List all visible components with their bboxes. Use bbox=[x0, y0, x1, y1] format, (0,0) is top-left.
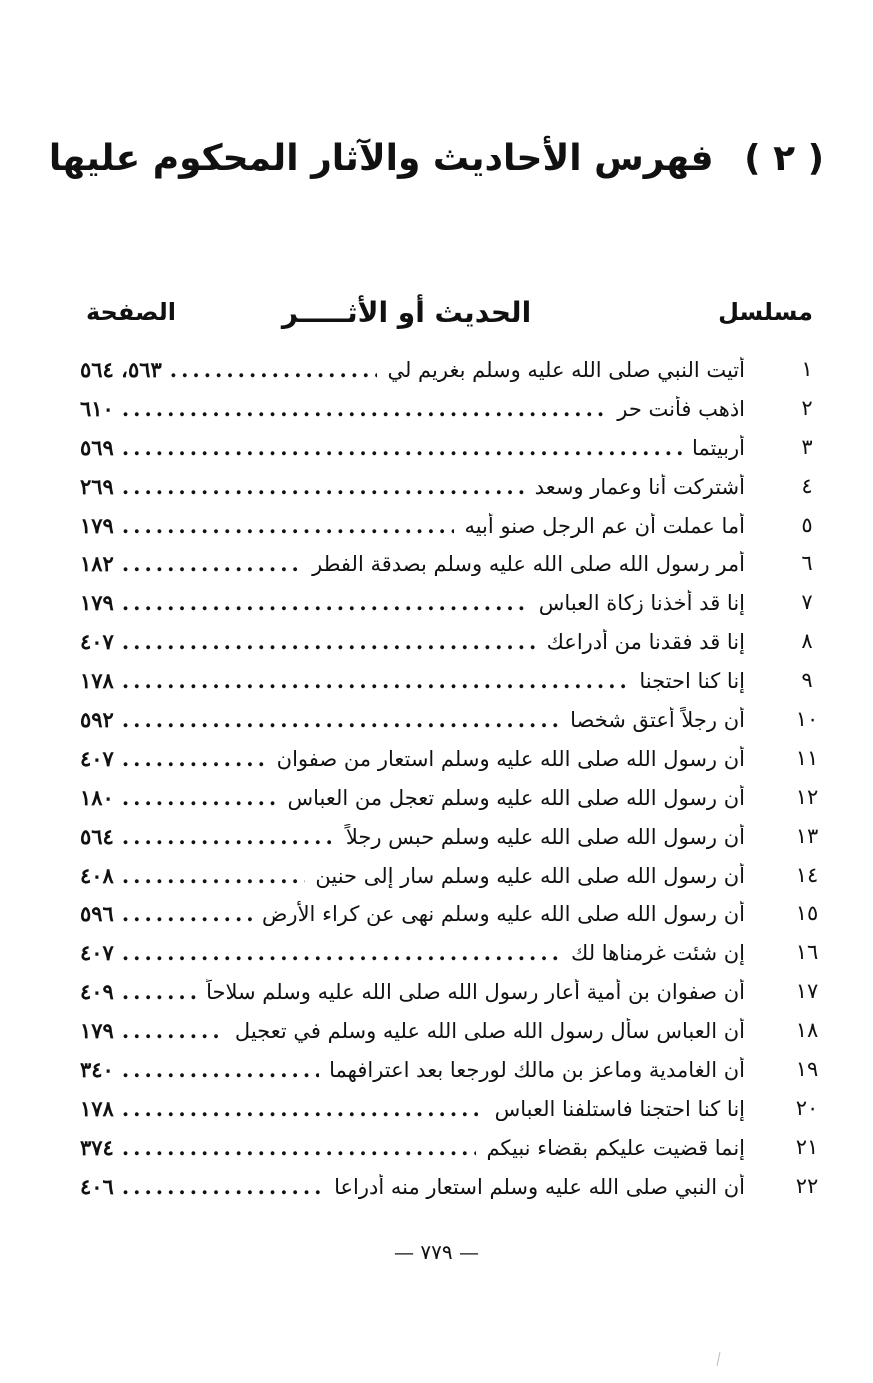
row-page-ref: ١٧٩ bbox=[80, 512, 114, 538]
table-row bbox=[0, 742, 873, 781]
table-row bbox=[0, 664, 873, 703]
dot-leader bbox=[122, 940, 561, 965]
row-hadith-text: أن العباس سأل رسول الله صلى الله عليه وسلم في تعجيل bbox=[234, 1019, 745, 1044]
row-hadith-text: أن رجلاً أعتق شخصا bbox=[570, 708, 745, 733]
pencil-mark bbox=[717, 1352, 721, 1366]
row-hadith-text: أشتركت أنا وعمار وسعد bbox=[534, 474, 745, 499]
row-page-ref: ١٨٠ bbox=[80, 784, 114, 810]
row-serial: ١٧ bbox=[795, 979, 819, 1004]
row-serial: ٨ bbox=[801, 629, 813, 654]
row-page-ref: ١٧٩ bbox=[80, 1018, 114, 1044]
row-page-ref: ٤٠٦ bbox=[80, 1173, 114, 1199]
row-serial: ١٢ bbox=[795, 784, 819, 809]
row-hadith-text: أن النبي صلى الله عليه وسلم استعار منه أدراعا bbox=[334, 1174, 745, 1199]
table-row bbox=[0, 586, 873, 625]
row-serial: ١٠ bbox=[795, 707, 819, 732]
dot-leader bbox=[122, 707, 560, 732]
row-page-ref: ١٨٢ bbox=[80, 551, 114, 577]
dot-leader bbox=[122, 1135, 477, 1160]
dot-leader bbox=[122, 396, 607, 421]
row-serial: ١٨ bbox=[795, 1018, 819, 1043]
row-hadith-text: أربيتما bbox=[691, 435, 745, 460]
table-row bbox=[0, 392, 873, 431]
table-row bbox=[0, 703, 873, 742]
row-body bbox=[80, 590, 745, 615]
row-serial: ٧ bbox=[801, 590, 813, 615]
dot-leader bbox=[122, 551, 302, 576]
row-hadith-text: أتيت النبي صلى الله عليه وسلم بغريم لي bbox=[387, 358, 745, 382]
row-page-ref: ٤٠٧ bbox=[80, 629, 114, 655]
row-serial: ١ bbox=[801, 357, 813, 381]
row-hadith-text: أن رسول الله صلى الله عليه وسلم حبس رجلاً bbox=[345, 824, 745, 849]
dot-leader bbox=[122, 979, 196, 1004]
row-page-ref: ١٧٨ bbox=[80, 1095, 114, 1121]
row-body bbox=[80, 551, 745, 576]
row-page-ref: ٣٧٤ bbox=[80, 1134, 114, 1160]
row-serial: ٦ bbox=[801, 551, 813, 576]
row-serial: ٢٠ bbox=[795, 1095, 819, 1120]
dot-leader bbox=[122, 590, 529, 615]
row-body bbox=[80, 513, 745, 538]
row-hadith-text: إنا قد فقدنا من أدراعك bbox=[546, 630, 745, 655]
table-row bbox=[0, 1014, 873, 1053]
row-body bbox=[80, 668, 745, 693]
row-hadith-text: أن الغامدية وماعز بن مالك لورجعا بعد اعترافهما bbox=[329, 1058, 745, 1083]
row-hadith-text: أن صفوان بن أمية أعار رسول الله صلى الله عليه وسلم سلاحاً bbox=[206, 980, 745, 1005]
row-body bbox=[80, 901, 745, 926]
row-hadith-text: أن رسول الله صلى الله عليه وسلم سار إلى حنين bbox=[315, 863, 745, 888]
row-serial: ١١ bbox=[795, 745, 819, 770]
row-body bbox=[80, 1018, 745, 1043]
row-body bbox=[80, 1174, 745, 1199]
table-row bbox=[0, 1092, 873, 1131]
row-page-ref: ٣٤٠ bbox=[80, 1057, 114, 1083]
row-serial: ٢١ bbox=[795, 1134, 819, 1159]
table-row bbox=[0, 1131, 873, 1170]
row-serial: ٥ bbox=[801, 512, 813, 537]
table-row bbox=[0, 470, 873, 509]
row-page-ref: ٥٩٦ bbox=[80, 901, 114, 927]
table-row bbox=[0, 781, 873, 820]
dot-leader bbox=[122, 513, 455, 538]
row-body bbox=[80, 707, 745, 732]
title-text: فهرس الأحاديث والآثار المحكوم عليها bbox=[48, 138, 714, 179]
row-hadith-text: إنما قضيت عليكم بقضاء نبيكم bbox=[486, 1135, 745, 1160]
row-body bbox=[80, 629, 745, 654]
row-page-ref: ٤٠٧ bbox=[80, 940, 114, 966]
table-header bbox=[0, 296, 873, 346]
row-page-ref: ١٧٩ bbox=[80, 590, 114, 616]
row-body bbox=[80, 863, 745, 888]
row-page-ref: ٥٦٣، ٥٦٤ bbox=[80, 357, 162, 382]
table-row bbox=[0, 509, 873, 548]
dot-leader bbox=[122, 824, 336, 849]
dot-leader bbox=[122, 785, 278, 810]
dot-leader bbox=[170, 357, 378, 382]
row-body bbox=[80, 1057, 745, 1082]
table-row bbox=[0, 547, 873, 586]
row-body bbox=[80, 824, 745, 849]
row-hadith-text: اذهب فأنت حر bbox=[617, 396, 745, 421]
dot-leader bbox=[122, 474, 525, 499]
index-table bbox=[0, 353, 873, 1209]
table-row bbox=[0, 431, 873, 470]
table-row bbox=[0, 859, 873, 898]
row-hadith-text: أن رسول الله صلى الله عليه وسلم استعار من صفوان bbox=[276, 746, 745, 771]
row-body bbox=[80, 396, 745, 421]
dot-leader bbox=[122, 901, 252, 926]
row-serial: ١٦ bbox=[795, 940, 819, 965]
row-body bbox=[80, 940, 745, 965]
row-hadith-text: إنا كنا احتجنا فاستلفنا العباس bbox=[494, 1096, 745, 1121]
row-body bbox=[80, 357, 745, 382]
row-hadith-text: إن شئت غرمناها لك bbox=[571, 941, 745, 966]
dot-leader bbox=[122, 1018, 225, 1043]
title-number: ( ٢ ) bbox=[744, 138, 825, 179]
row-hadith-text: إنا كنا احتجنا bbox=[639, 669, 745, 694]
row-page-ref: ٥٩٢ bbox=[80, 707, 114, 733]
row-serial: ١٥ bbox=[795, 901, 819, 926]
table-row bbox=[0, 897, 873, 936]
page-title bbox=[0, 138, 873, 179]
dot-leader bbox=[122, 863, 306, 888]
dot-leader bbox=[122, 1174, 324, 1199]
dot-leader bbox=[122, 1096, 485, 1121]
table-row bbox=[0, 353, 873, 392]
table-row bbox=[0, 820, 873, 859]
dot-leader bbox=[122, 1057, 319, 1082]
row-serial: ٤ bbox=[801, 473, 813, 498]
row-serial: ٢ bbox=[801, 395, 813, 420]
row-page-ref: ١٧٨ bbox=[80, 668, 114, 694]
row-page-ref: ٥٦٩ bbox=[80, 434, 114, 460]
table-row bbox=[0, 936, 873, 975]
row-hadith-text: أن رسول الله صلى الله عليه وسلم نهى عن كراء الأرض bbox=[262, 902, 745, 927]
row-body bbox=[80, 435, 745, 460]
row-serial: ١٤ bbox=[795, 862, 819, 887]
dot-leader bbox=[122, 435, 682, 460]
row-serial: ١٣ bbox=[795, 823, 819, 848]
page-number: — ٧٧٩ — bbox=[394, 1240, 479, 1264]
row-hadith-text: إنا قد أخذنا زكاة العباس bbox=[538, 591, 745, 616]
header-text: الحديث أو الأثـــــر bbox=[281, 296, 532, 329]
row-serial: ٢٢ bbox=[795, 1173, 819, 1198]
row-body bbox=[80, 979, 745, 1004]
row-body bbox=[80, 785, 745, 810]
row-body bbox=[80, 474, 745, 499]
table-row bbox=[0, 625, 873, 664]
row-page-ref: ٢٦٩ bbox=[80, 473, 114, 499]
dot-leader bbox=[122, 629, 537, 654]
row-serial: ٣ bbox=[801, 434, 813, 459]
dot-leader bbox=[122, 746, 267, 771]
row-page-ref: ٤٠٧ bbox=[80, 745, 114, 771]
row-page-ref: ٥٦٤ bbox=[80, 823, 114, 849]
row-hadith-text: أما عملت أن عم الرجل صنو أبيه bbox=[464, 513, 745, 538]
row-hadith-text: أمر رسول الله صلى الله عليه وسلم بصدقة الفطر bbox=[312, 552, 745, 577]
row-body bbox=[80, 1096, 745, 1121]
table-row bbox=[0, 1053, 873, 1092]
row-body bbox=[80, 746, 745, 771]
row-page-ref: ٤٠٩ bbox=[80, 979, 114, 1005]
table-row bbox=[0, 975, 873, 1014]
row-page-ref: ٦١٠ bbox=[80, 395, 114, 421]
row-body bbox=[80, 1135, 745, 1160]
dot-leader bbox=[122, 668, 630, 693]
table-row bbox=[0, 1170, 873, 1209]
row-hadith-text: أن رسول الله صلى الله عليه وسلم تعجل من العباس bbox=[287, 785, 745, 810]
header-serial: مسلسل bbox=[718, 298, 813, 326]
header-page: الصفحة bbox=[86, 298, 177, 326]
row-serial: ٩ bbox=[801, 668, 813, 693]
row-serial: ١٩ bbox=[795, 1057, 819, 1082]
row-page-ref: ٤٠٨ bbox=[80, 862, 114, 888]
